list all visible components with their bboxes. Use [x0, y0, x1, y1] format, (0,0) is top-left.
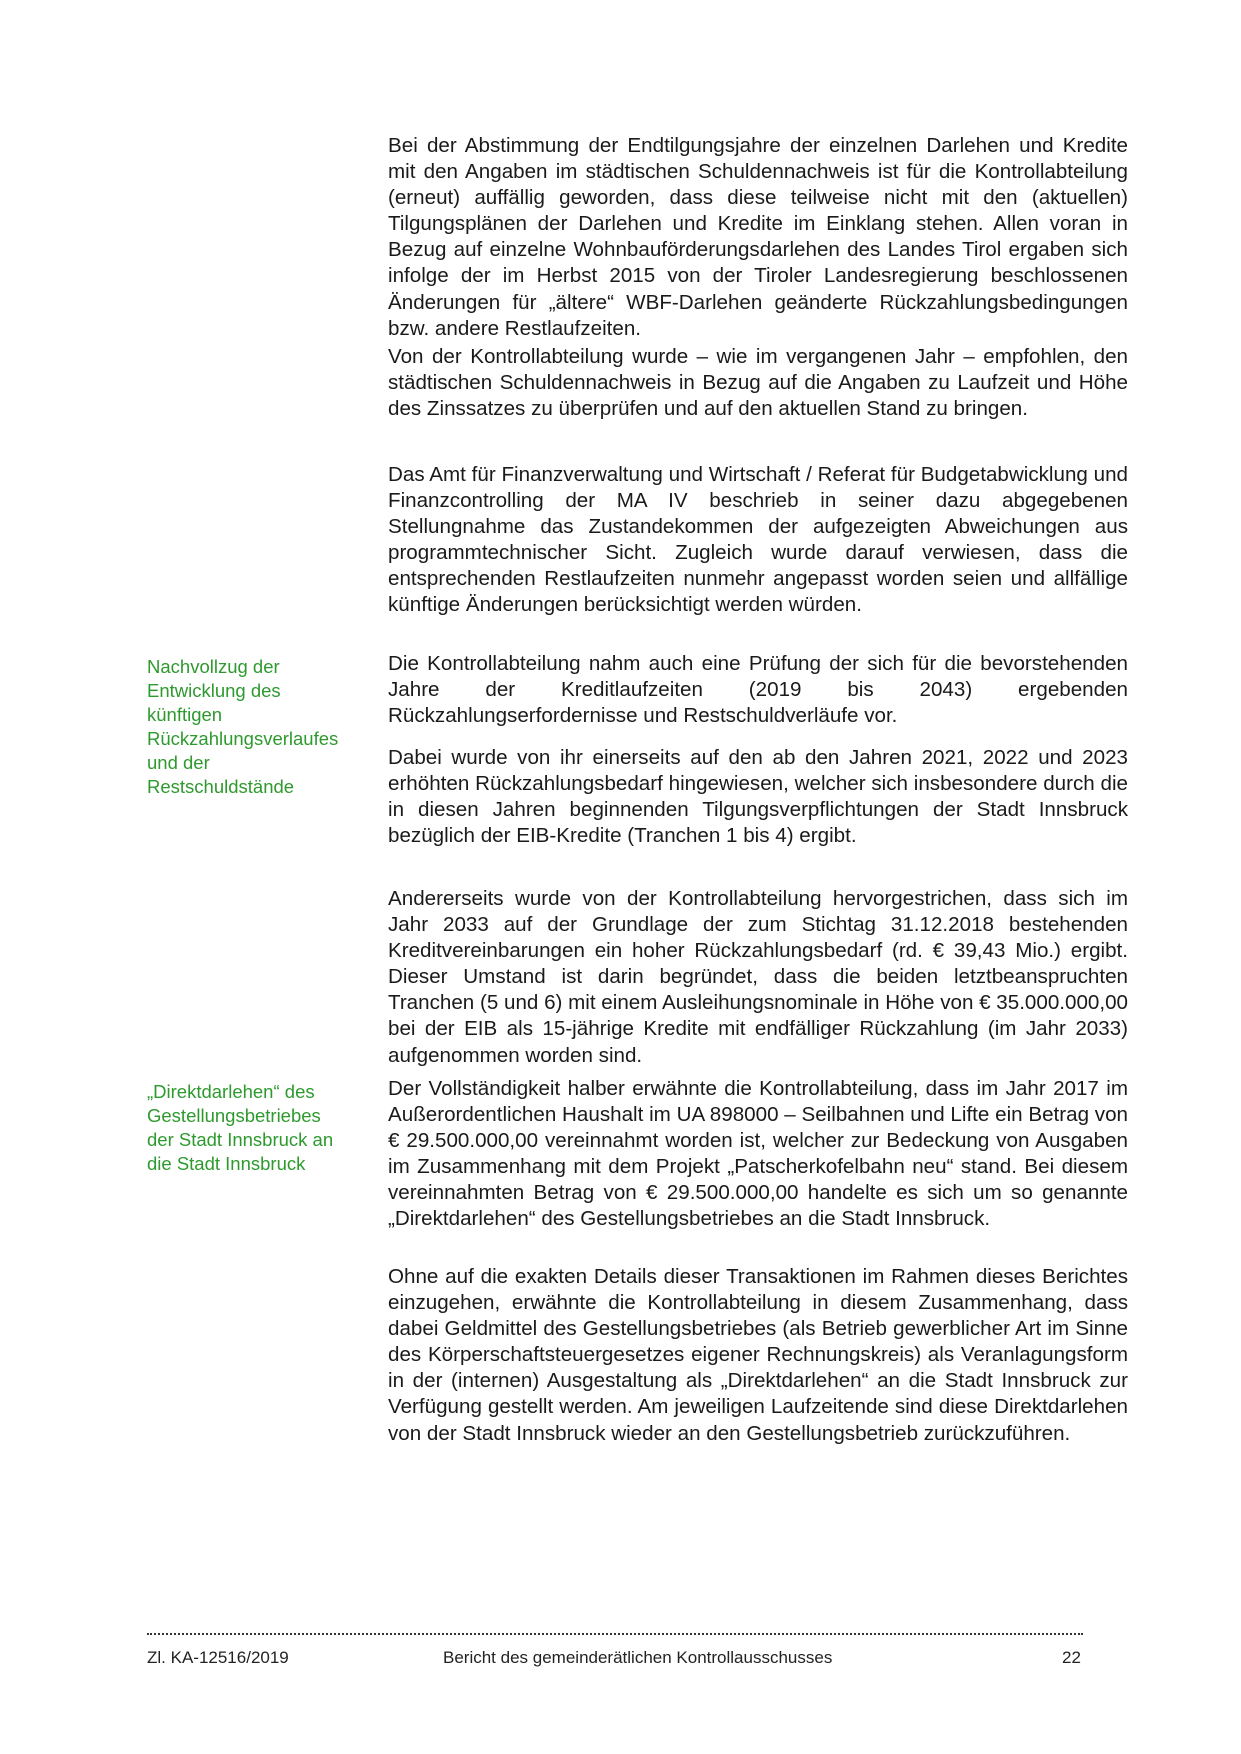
margin-note-direktdarlehen — [147, 1080, 367, 1176]
margin-note-line: die Stadt Innsbruck — [147, 1153, 306, 1174]
paragraph-endtilgungsjahre: Bei der Abstimmung der Endtilgungsjahre der einzelnen Darlehen und Kredite mit den Angaben im städtischen Schuldennachweis ist für die Kontrollabteilung (erneut) auffällig geworden, dass diese teilweise nicht mit den (aktuellen) Tilgungsplänen der Darlehen und Kredite im Einklang stehen. Allen voran in Bezug auf einzelne Wohnbauförderungsdarlehen des Landes Tirol ergaben sich infolge der im Herbst 2015 von der Tiroler Landesregierung beschlossenen Änderungen für „ältere“ WBF-Darlehen geänderte Rückzahlungsbedingungen bzw. andere Restlaufzeiten. — [388, 134, 1128, 340]
paragraph-patscherkofelbahn: Der Vollständigkeit halber erwähnte die Kontrollabteilung, dass im Jahr 2017 im Außerordentlichen Haushalt im UA 898000 – Seilbahnen und Lifte ein Betrag von € 29.500.000,00 vereinnahmt worden ist, welcher zur Bedeckung von Ausgaben im Zusammenhang mit dem Projekt „Patscherkofelbahn neu“ stand. Bei diesem vereinnahmten Betrag von € 29.500.000,00 handelte es sich um so genannte „Direktdarlehen“ des Gestellungsbetriebes an die Stadt Innsbruck. — [388, 1077, 1128, 1231]
footer-reference: Zl. KA-12516/2019 — [147, 1648, 289, 1667]
margin-note-line: Entwicklung des — [147, 680, 281, 701]
paragraph-empfehlung-schuldennachweis: Von der Kontrollabteilung wurde – wie im vergangenen Jahr – empfohlen, den städtischen Schuldennachweis in Bezug auf die Angaben zu Laufzeit und Höhe des Zinssatzes zu überprüfen und auf den aktuellen Stand zu bringen. — [388, 345, 1128, 421]
margin-note-line: „Direktdarlehen“ des — [147, 1081, 315, 1102]
margin-note-line: Nachvollzug der — [147, 656, 280, 677]
margin-note-nachvollzug — [147, 655, 367, 799]
paragraph-rueckzahlungsbedarf-2021: Dabei wurde von ihr einerseits auf den ab den Jahren 2021, 2022 und 2023 erhöhten Rückzahlungsbedarf hingewiesen, welcher sich insbesondere durch die in diesen Jahren beginnenden Tilgungsverpflichtungen der Stadt Innsbruck bezüglich der EIB-Kredite (Tranchen 1 bis 4) ergibt. — [388, 746, 1128, 848]
margin-note-line: Restschuldstände — [147, 776, 295, 797]
footer-title: Bericht des gemeinderätlichen Kontrollausschusses — [443, 1648, 833, 1667]
paragraph-stellungnahme-finanzverwaltung: Das Amt für Finanzverwaltung und Wirtschaft / Referat für Budgetabwicklung und Finanzcontrolling der MA IV beschrieb in seiner dazu abgegebenen Stellungnahme das Zustandekommen der aufgezeigten Abweichungen aus programmtechnischer Sicht. Zugleich wurde darauf verwiesen, dass die entsprechenden Restlaufzeiten nunmehr angepasst worden seien und allfällige künftige Änderungen berücksichtigt werden würden. — [388, 463, 1128, 617]
footer-page-number: 22 — [1062, 1648, 1081, 1667]
margin-note-line: Rückzahlungsverlaufes — [147, 728, 339, 749]
paragraph-rueckzahlungsbedarf-2033: Andererseits wurde von der Kontrollabteilung hervorgestrichen, dass sich im Jahr 2033 auf der Grundlage der zum Stichtag 31.12.2018 bestehenden Kreditvereinbarungen ein hoher Rückzahlungsbedarf (rd. € 39,43 Mio.) ergibt. Dieser Umstand ist darin begründet, dass die beiden letztbeanspruchten Tranchen (5 und 6) mit einem Ausleihungsnominale in Höhe von € 35.000.000,00 bei der EIB als 15-jährige Kredite mit endfälliger Rückzahlung (im Jahr 2033) aufgenommen worden sind. — [388, 887, 1128, 1067]
paragraph-pruefung-rueckzahlung: Die Kontrollabteilung nahm auch eine Prüfung der sich für die bevorstehenden Jahre der Kreditlaufzeiten (2019 bis 2043) ergebenden Rückzahlungserfordernisse und Restschuldverläufe vor. — [388, 652, 1128, 728]
margin-note-line: der Stadt Innsbruck an — [147, 1129, 334, 1150]
footer-dotted-rule — [147, 1630, 1083, 1635]
margin-note-line: und der — [147, 752, 210, 773]
margin-note-line: künftigen — [147, 704, 223, 725]
paragraph-gestellungsbetrieb: Ohne auf die exakten Details dieser Transaktionen im Rahmen dieses Berichtes einzugehen, erwähnte die Kontrollabteilung in diesem Zusammenhang, dass dabei Geldmittel des Gestellungsbetriebes (als Betrieb gewerblicher Art im Sinne des Körperschaftsteuergesetzes eigener Rechnungskreis) als Veranlagungsform in der (internen) Ausgestaltung als „Direktdarlehen“ an die Stadt Innsbruck zur Verfügung gestellt werden. Am jeweiligen Laufzeitende sind diese Direktdarlehen von der Stadt Innsbruck wieder an den Gestellungsbetrieb zurückzuführen. — [388, 1265, 1128, 1445]
margin-note-line: Gestellungsbetriebes — [147, 1105, 321, 1126]
